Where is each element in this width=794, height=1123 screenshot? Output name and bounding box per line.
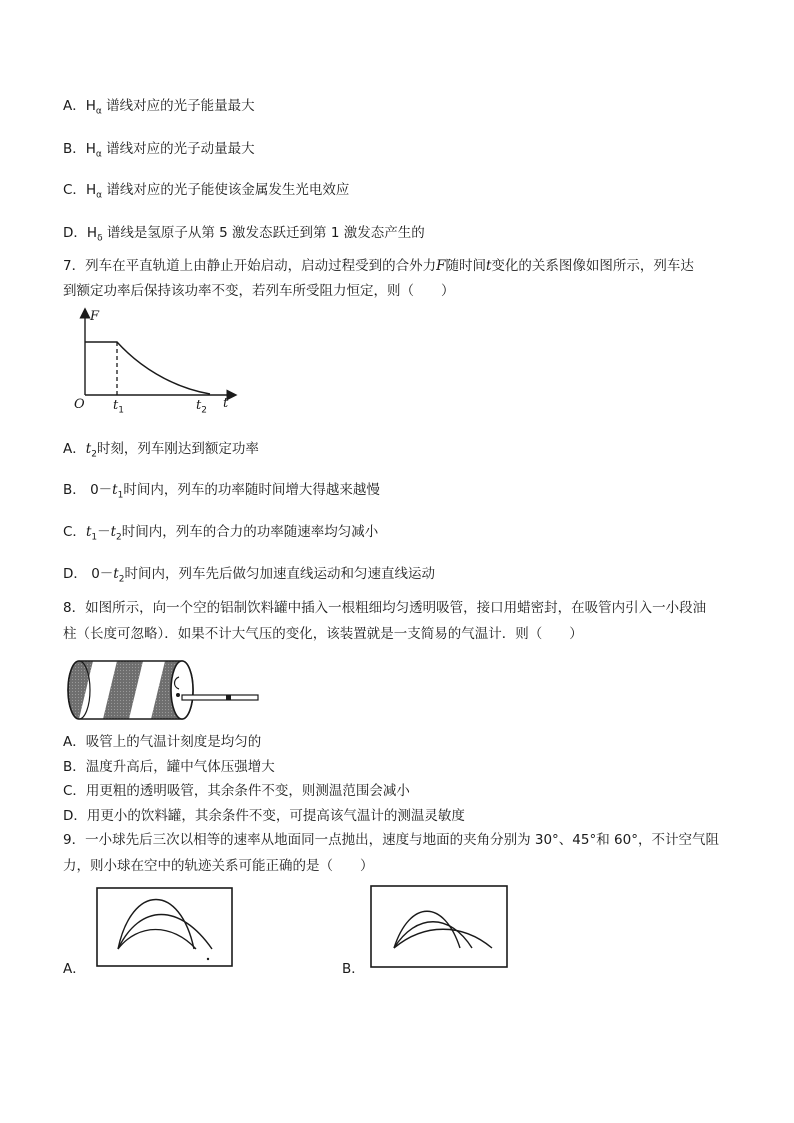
origin-label: O bbox=[74, 397, 85, 412]
q6-option-d: D．$H_\delta$ 谱线是氢原子从第 5 激发态跃迁到第 1 激发态产生的 bbox=[63, 225, 425, 244]
q7-force-time-graph bbox=[60, 305, 250, 420]
y-axis-label: F bbox=[90, 309, 100, 324]
oil-column bbox=[226, 695, 231, 700]
q9-stem-line1: 9．一小球先后三次以相等的速率从地面同一点抛出，速度与地面的夹角分别为 30°、45°和 60°，不计空气阻 bbox=[63, 832, 719, 848]
q7-stem-line1: 7．列车在平直轨道上由静止开始启动，启动过程受到的合外力F随时间t变化的关系图像如图所示，列车达 bbox=[63, 258, 694, 274]
q7-option-b: B． $0-t_1$时间内，列车的功率随时间增大得越来越慢 bbox=[63, 482, 380, 501]
q7-option-c: C．$t_1-t_2$时间内，列车的合力的功率随速率均匀减小 bbox=[63, 524, 379, 543]
q6-option-c: C．$H_\alpha$ 谱线对应的光子能使该金属发生光电效应 bbox=[63, 182, 350, 201]
q8-option-a: A．吸管上的气温计刻度是均匀的 bbox=[63, 734, 262, 750]
q9-option-a-figure bbox=[96, 887, 233, 967]
q9-stem-line2: 力，则小球在空中的轨迹关系可能正确的是（ ） bbox=[63, 858, 374, 874]
t2-label: $t_2$ bbox=[196, 398, 207, 416]
q9-option-b-figure bbox=[370, 885, 508, 968]
q8-option-b: B．温度升高后，罐中气体压强增大 bbox=[63, 759, 275, 775]
q6-option-a: A．$H_\alpha$ 谱线对应的光子能量最大 bbox=[63, 98, 255, 117]
q9-option-a-label: A． bbox=[63, 961, 86, 977]
q7-option-d: D． $0-t_2$时间内，列车先后做匀加速直线运动和匀速直线运动 bbox=[63, 566, 435, 585]
straw bbox=[182, 695, 258, 700]
q8-stem-line2: 柱（长度可忽略）．如果不计大气压的变化，该装置就是一支简易的气温计．则（ ） bbox=[63, 626, 583, 642]
q7-option-a: A．$t_2$时刻，列车刚达到额定功率 bbox=[63, 441, 259, 460]
q8-option-d: D．用更小的饮料罐，其余条件不变，可提高该气温计的测温灵敏度 bbox=[63, 808, 465, 824]
force-curve bbox=[85, 342, 210, 394]
q8-stem-line1: 8．如图所示，向一个空的铝制饮料罐中插入一根粗细均匀透明吸管，接口用蜡密封，在吸管内引入一小段油 bbox=[63, 600, 707, 616]
t1-label: $t_1$ bbox=[113, 398, 124, 416]
q8-option-c: C．用更粗的透明吸管，其余条件不变，则测温范围会减小 bbox=[63, 783, 410, 799]
q6-option-b: B．$H_\alpha$ 谱线对应的光子动量最大 bbox=[63, 141, 255, 160]
q9-option-b-label: B． bbox=[342, 961, 365, 977]
q7-stem-line2: 到额定功率后保持该功率不变，若列车所受阻力恒定，则（ ） bbox=[63, 283, 455, 299]
can-end bbox=[171, 661, 193, 719]
x-axis-label: t bbox=[223, 396, 229, 411]
q8-can-thermometer-figure bbox=[65, 657, 265, 723]
